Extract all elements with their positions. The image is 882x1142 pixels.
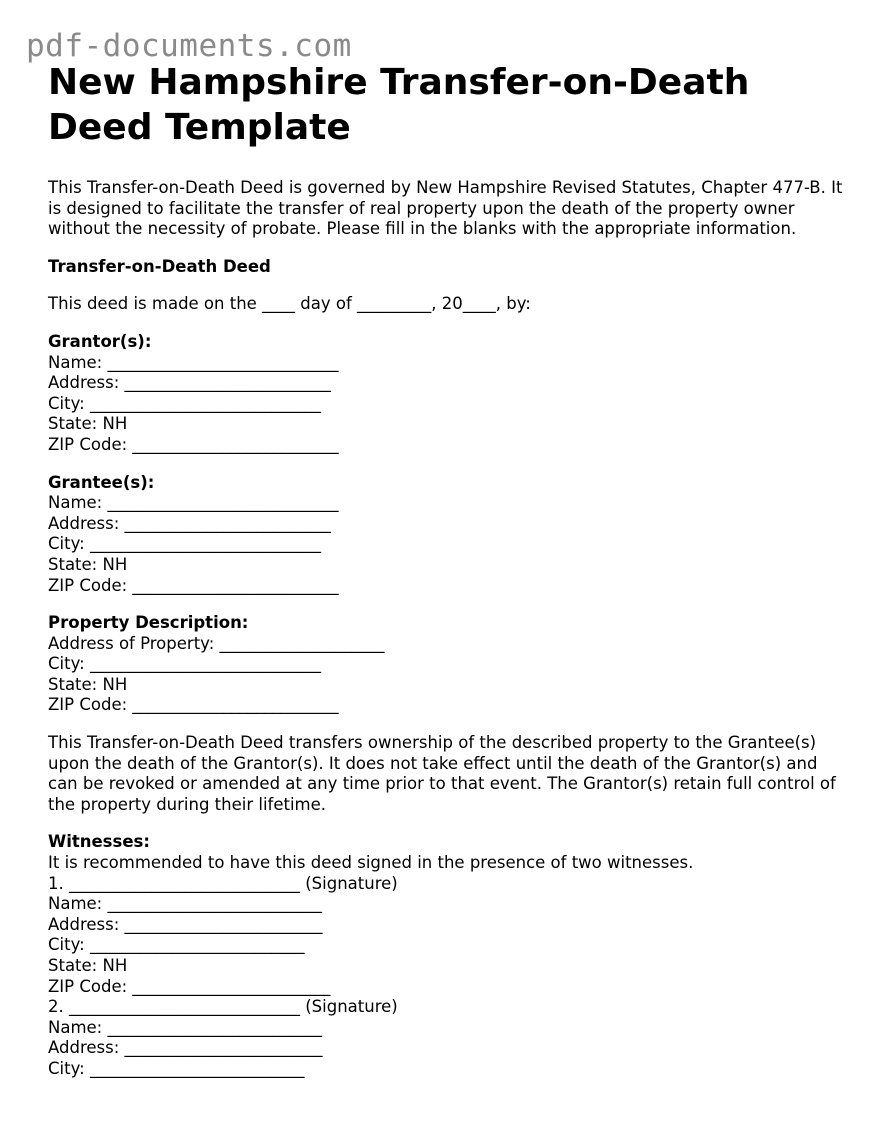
grantee-state-field: State: NH	[48, 554, 128, 574]
made-on-line: This deed is made on the ____ day of _________, 20____, by:	[48, 294, 531, 314]
grantee-block	[48, 473, 848, 597]
grantee-city-field: City: ____________________________	[48, 534, 321, 554]
property-block	[48, 613, 848, 716]
grantor-zip-field: ZIP Code: _________________________	[48, 434, 339, 454]
transfer-paragraph: This Transfer-on-Death Deed transfers ownership of the described property to the Grantee(s) upon the death of the Grantor(s). It does not take effect until the death of the Grantor(s) and can be revoked or amended at any time prior to that event. The Grantor(s) retain full control of the property during their lifetime.	[48, 733, 836, 814]
witnesses-heading: Witnesses:	[48, 832, 150, 852]
property-heading: Property Description:	[48, 613, 249, 633]
grantee-address-field: Address: _________________________	[48, 513, 331, 533]
grantor-heading: Grantor(s):	[48, 331, 152, 351]
witness1-signature-field: 1. ____________________________ (Signature)	[48, 873, 398, 893]
property-city-field: City: ____________________________	[48, 654, 321, 674]
property-zip-field: ZIP Code: _________________________	[48, 695, 339, 715]
witness1-zip-field: ZIP Code: ________________________	[48, 976, 331, 996]
witness2-signature-field: 2. ____________________________ (Signature)	[48, 997, 398, 1017]
witness1-name-field: Name: __________________________	[48, 894, 322, 914]
witnesses-note: It is recommended to have this deed signed in the presence of two witnesses.	[48, 853, 694, 873]
grantee-zip-field: ZIP Code: _________________________	[48, 575, 339, 595]
witnesses-block	[48, 832, 848, 1079]
witness1-city-field: City: __________________________	[48, 935, 305, 955]
watermark: pdf-documents.com	[26, 28, 352, 64]
grantor-address-field: Address: _________________________	[48, 373, 331, 393]
grantor-state-field: State: NH	[48, 414, 128, 434]
property-address-field: Address of Property: ____________________	[48, 633, 385, 653]
property-state-field: State: NH	[48, 674, 128, 694]
witness2-city-field: City: __________________________	[48, 1058, 305, 1078]
witness2-address-field: Address: ________________________	[48, 1038, 323, 1058]
witness2-name-field: Name: __________________________	[48, 1017, 322, 1037]
witness1-state-field: State: NH	[48, 956, 128, 975]
grantee-name-field: Name: ____________________________	[48, 493, 339, 513]
witness1-address-field: Address: ________________________	[48, 914, 323, 934]
intro-paragraph: This Transfer-on-Death Deed is governed by New Hampshire Revised Statutes, Chapter 477-B. It is designed to facilitate the transfer of real property upon the death of the property owner without the necessity of probate. Please fill in the blanks with the appropriate information.	[48, 178, 843, 239]
grantor-block	[48, 332, 848, 456]
document-body	[48, 60, 848, 1080]
document-title: New Hampshire Transfer-on-Death Deed Template	[48, 62, 750, 148]
section-title: Transfer-on-Death Deed	[48, 256, 271, 276]
grantee-heading: Grantee(s):	[48, 472, 155, 492]
grantor-city-field: City: ____________________________	[48, 393, 321, 413]
grantor-name-field: Name: ____________________________	[48, 352, 339, 372]
